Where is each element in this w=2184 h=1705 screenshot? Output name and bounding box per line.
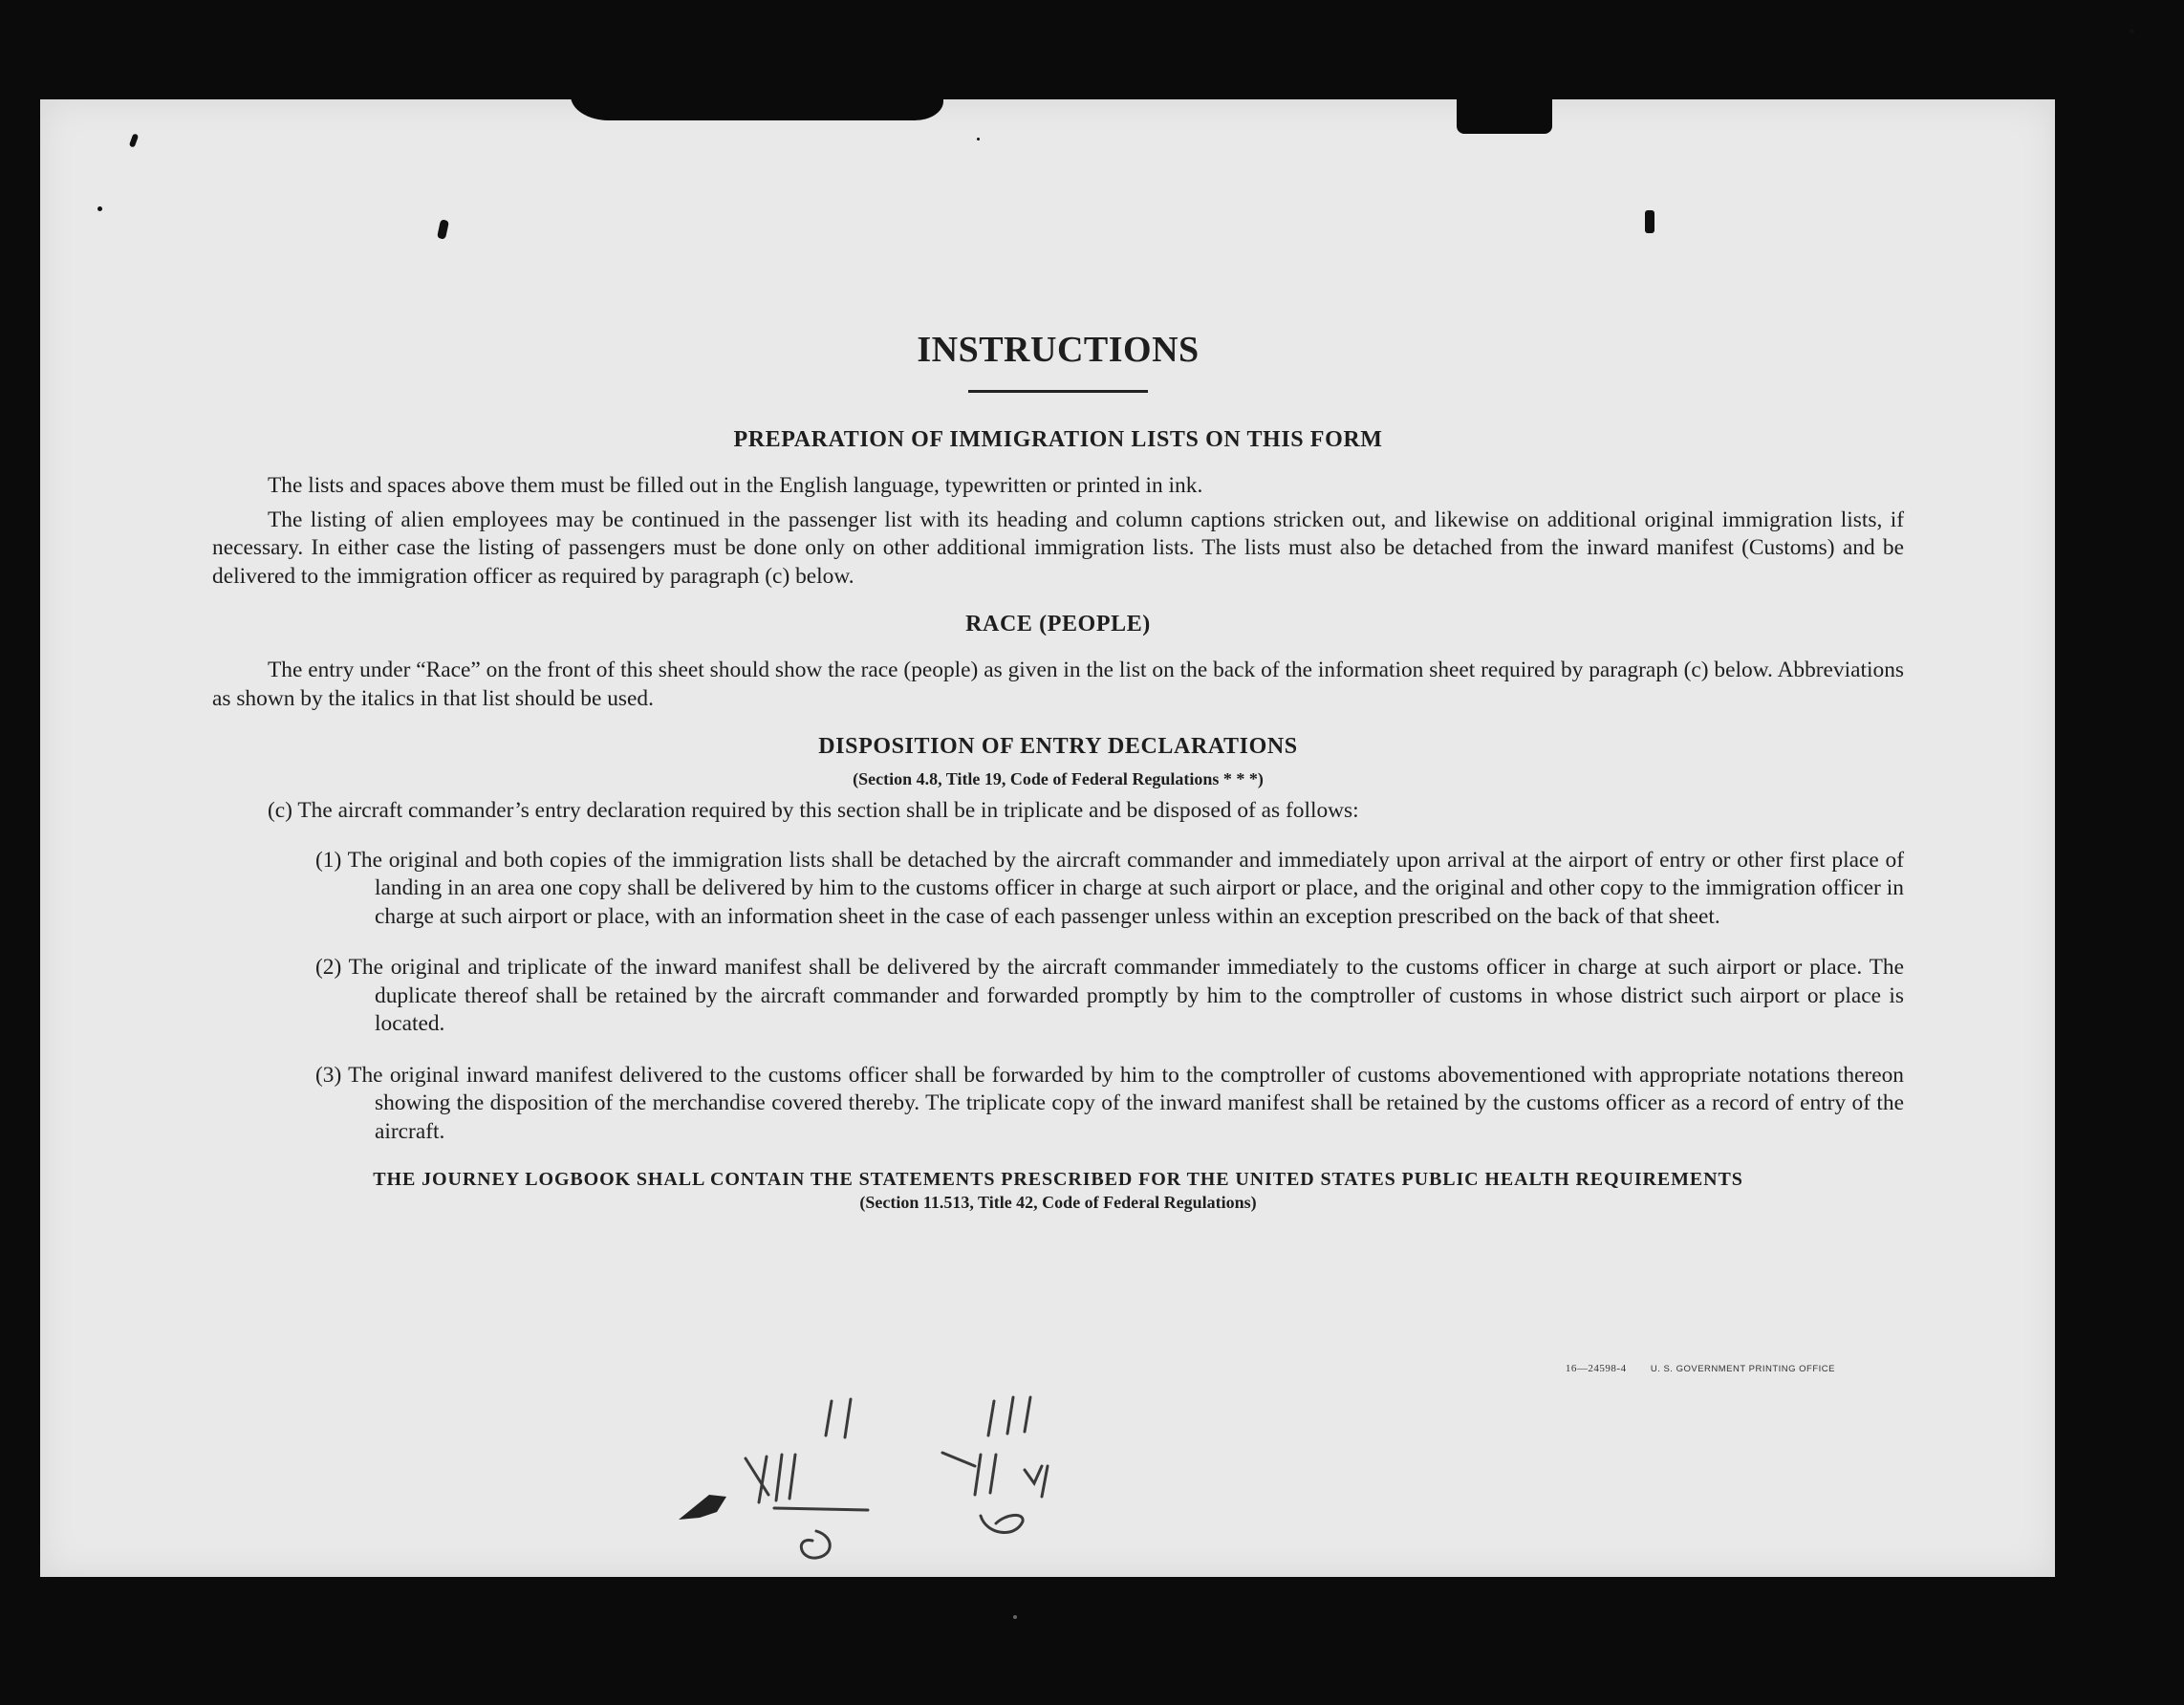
scan-speck: [2130, 29, 2134, 33]
document-page: [40, 99, 2055, 1577]
clause-c: (c) The aircraft commander’s entry declaration required by this section shall be in triplicate and be disposed of as follows:: [268, 798, 1359, 823]
list-item: (3) The original inward manifest delivered to the customs officer shall be forwarded by him to the comptroller of customs abovementioned with appropriate notations thereon showing the disposition of the merchandise covered thereby. The triplicate copy of the inward manifest shall be retained by the customs officer as a record of entry of the aircraft.: [315, 1062, 1904, 1144]
ink-mark: [1645, 210, 1654, 233]
section-heading-preparation: PREPARATION OF IMMIGRATION LISTS ON THIS FORM: [733, 427, 1383, 452]
page-notch: [571, 99, 943, 120]
printer-imprint: [1566, 1363, 1835, 1374]
section-citation: (Section 4.8, Title 19, Code of Federal Regulations * * *): [853, 769, 1264, 788]
section-heading-race: RACE (PEOPLE): [965, 612, 1151, 637]
list-item: (1) The original and both copies of the immigration lists shall be detached by the aircraft commander and immediately upon arrival at the airport of entry or other first place of landing in an area one copy shall be delivered by him to the customs officer in charge at such airport or place, and the original and other copy to the immigration officer in charge at such airport or place, with an information sheet in the case of each passenger unless within an exception prescribed on the back of that sheet.: [315, 847, 1904, 929]
scan-speck: [1013, 1615, 1017, 1619]
public-health-citation: (Section 11.513, Title 42, Code of Federal Regulations): [859, 1193, 1257, 1212]
paragraph: The listing of alien employees may be continued in the passenger list with its heading and column captions stricken out, and likewise on additional original immigration lists, if necessary. In either case the listing of passengers must be done only on other additional immigration lists. The lists must also be detached from the inward manifest (Customs) and be delivered to the immigration officer as required by paragraph (c) below.: [212, 507, 1904, 589]
printing-office: U. S. GOVERNMENT PRINTING OFFICE: [1650, 1364, 1835, 1374]
page-title: INSTRUCTIONS: [917, 330, 1200, 370]
title-rule: [968, 390, 1148, 393]
form-code: 16—24598-4: [1565, 1363, 1627, 1374]
page-notch: [1457, 99, 1552, 134]
instructions-text: [212, 329, 1904, 1213]
section-heading-disposition: DISPOSITION OF ENTRY DECLARATIONS: [818, 734, 1298, 759]
public-health-notice: THE JOURNEY LOGBOOK SHALL CONTAIN THE STATEMENTS PRESCRIBED FOR THE UNITED STATES PUBLIC HEALTH REQUIREMENTS: [373, 1169, 1743, 1190]
list-item: (2) The original and triplicate of the inward manifest shall be delivered by the aircraft commander immediately to the customs officer in charge at such airport or place. The duplicate thereof shall be retained by the aircraft commander and forwarded promptly by him to the comptroller of customs in whose district such airport or place is located.: [315, 955, 1904, 1036]
paragraph: The entry under “Race” on the front of this sheet should show the race (people) as given in the list on the back of the information sheet required by paragraph (c) below. Abbreviations as shown by the italics in that list should be used.: [212, 658, 1904, 711]
ink-mark: [437, 219, 449, 239]
ink-mark: [97, 206, 102, 211]
ink-mark: [977, 138, 980, 140]
ink-mark: [129, 133, 139, 147]
paragraph: The lists and spaces above them must be filled out in the English language, typewritten or printed in ink.: [268, 473, 1203, 498]
